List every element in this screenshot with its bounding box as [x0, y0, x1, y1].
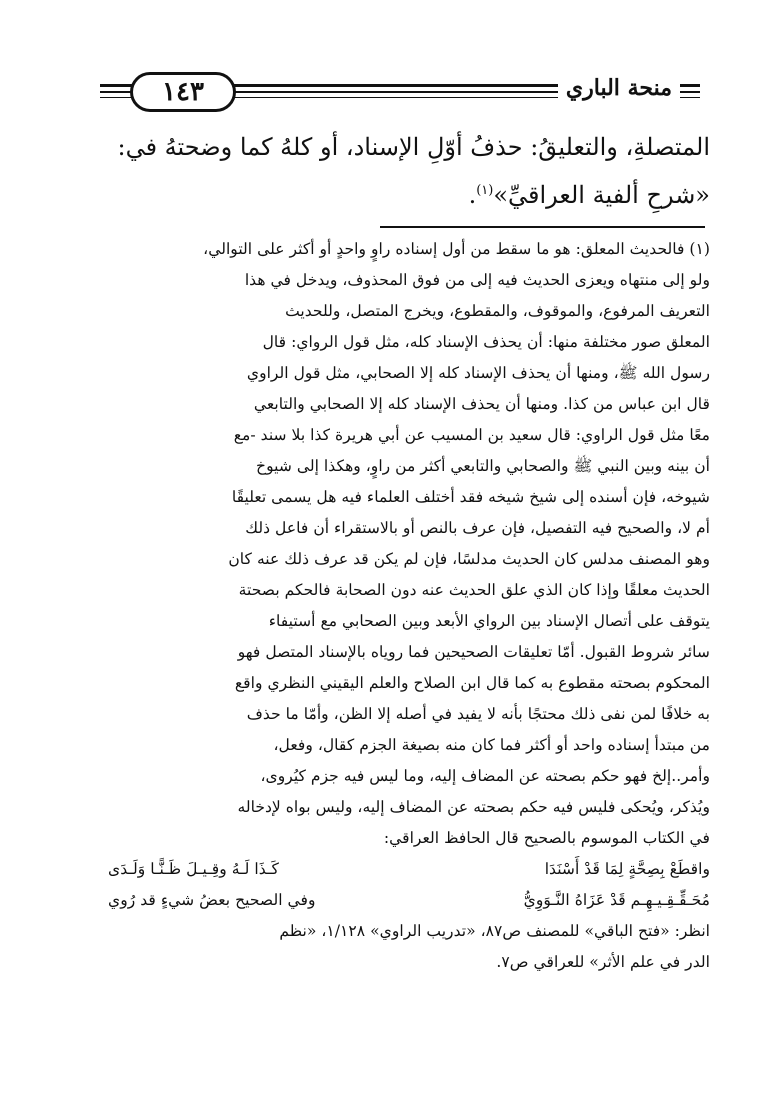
footnote-line: به خلافًا لمن نفى ذلك محتجًا بأنه لا يفيد في أصله إلا الظن، وأمّا ما حذف — [246, 705, 710, 723]
footnote-line: ويُذكر، ويُحكى فليس فيه حكم بصحته عن المضاف إليه، وليس بواه لإدخاله — [237, 798, 710, 816]
reference-line: انظر: «فتح الباقي» للمصنف ص٨٧، «تدريب الراوي» ١/١٢٨، «نظم — [279, 922, 710, 940]
poem-verse — [108, 854, 710, 885]
footnote-line: المعلق صور مختلفة منها: أن يحذف الإسناد كله، مثل قول الرواي: قال — [262, 333, 710, 351]
book-title: منحة الباري — [558, 70, 680, 106]
reference-line: الدر في علم الأثر» للعراقي ص٧. — [496, 953, 710, 971]
footnote-line: من مبتدأ إسناده واحد أو أكثر فما كان منه بصيغة الجزم كقال، وفعل، — [273, 736, 710, 754]
footnote-separator — [380, 226, 705, 228]
footnote-line: التعريف المرفوع، والموقوف، والمقطوع، ويخرج المتصل، وللحديث — [285, 302, 710, 320]
footnote-line: معًا مثل قول الراوي: قال سعيد بن المسيب عن أبي هريرة كذا بلا سند -مع — [233, 426, 710, 444]
footnote-line: أم لا، والصحيح فيه التفصيل، فإن عرف بالنص أو بالاستقراء أن فاعل ذلك — [245, 519, 710, 537]
footnote-line: ولو إلى منتهاه ويعزى الحديث فيه إلى من فوق المحذوف، ويدخل في هذا — [244, 271, 710, 289]
footnote-line: وهو المصنف مدلس كان الحديث مدلسًا، فإن لم يكن قد عرف ذلك عنه كان — [228, 550, 710, 568]
footnote-line: رسول الله ﷺ، ومنها أن يحذف الإسناد كله إلا الصحابي، مثل قول الراوي — [246, 364, 710, 382]
verse-hemistich: واقطَعْ بِصِحَّةٍ لِمَا قَدْ أَسْنَدَا — [544, 860, 710, 878]
footnote-line: وأمر..إلخ فهو حكم بصحته عن المضاف إليه، وما ليس فيه جزم كيُروى، — [260, 767, 710, 785]
footnote-line: الحديث معلقًا وإذا كان الذي علق الحديث عنه دون الصحابة فالحكم بصحتة — [238, 581, 710, 599]
footnote-line: أن بينه وبين النبي ﷺ والصحابي والتابعي أكثر من راوٍ، وهكذا إلى شيوخ — [256, 457, 710, 475]
footnote-line: يتوقف على أتصال الإسناد بين الرواي الأبعد وبين الصحابي مع أستيفاء — [268, 612, 710, 630]
page-header — [100, 70, 700, 110]
footnote-line: سائر شروط القبول. أمّا تعليقات الصحيحين فما روياه بالإسناد المتصل فهو — [237, 643, 710, 661]
main-text — [112, 125, 710, 217]
poem-verse — [108, 885, 710, 916]
page-number: ١٤٣ — [130, 72, 236, 112]
footnote-line: في الكتاب الموسوم بالصحيح قال الحافظ العراقي: — [383, 829, 710, 847]
footnote-ref: (١) — [476, 183, 494, 198]
verse-hemistich: كَـذَا لَـهُ وقِـيـلَ ظَـنًّـا وَلَـدَى — [108, 860, 279, 878]
footnote-line: المحكوم بصحته مقطوع به كما قال ابن الصلاح والعلم اليقيني النظري واقع — [234, 674, 710, 692]
footnote-line: شيوخه، فإن أسنده إلى شيخ شيخه فقد أختلف العلماء فيه هل يسمى تعليقًا — [231, 488, 710, 506]
footnote — [108, 234, 710, 978]
main-line: المتصلةِ، والتعليقُ: حذفُ أوّلِ الإسناد، أو كلهُ كما وضحتهُ في: — [117, 133, 710, 161]
footnote-line: قال ابن عباس من كذا. ومنها أن يحذف الإسناد كله إلا الصحابي والتابعي — [253, 395, 710, 413]
verse-hemistich: مُحَـقِّـقِـيـهِـم قَدْ عَزَاهُ النَّـوَوِيُّ — [523, 891, 710, 909]
main-line: «شرحِ ألفية العراقيِّ»$^{(١)}$. — [468, 181, 710, 209]
footnote-line: (١) فالحديث المعلق: هو ما سقط من أول إسناده راوٍ واحدٍ أو أكثر على التوالي، — [203, 240, 710, 258]
verse-hemistich: وفي الصحيح بعضُ شيءٍ قد رُوي — [108, 891, 316, 909]
